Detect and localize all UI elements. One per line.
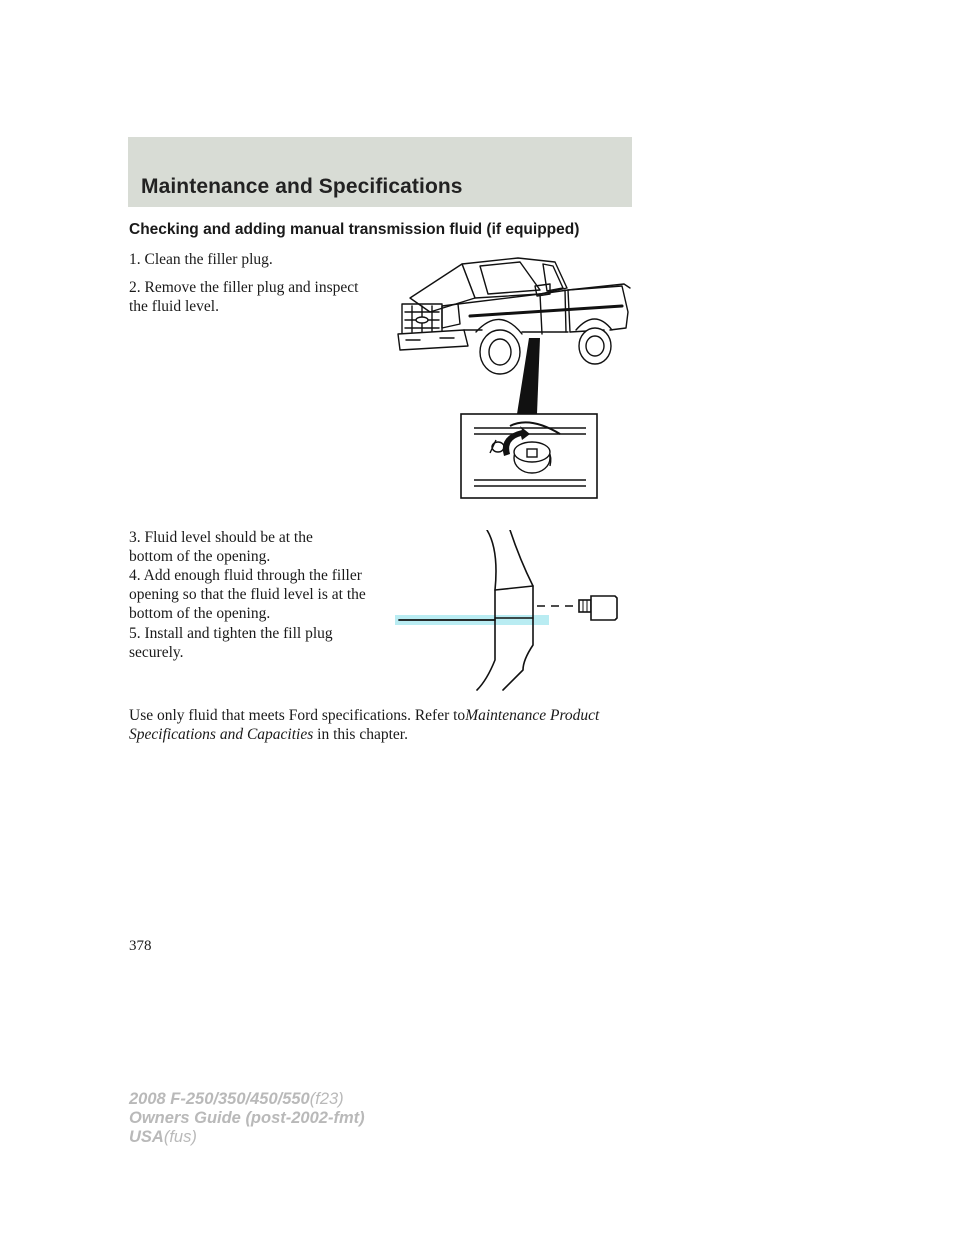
fluid-specification-note [129, 706, 619, 744]
truck-filler-plug-illustration [390, 250, 640, 502]
section-title: Maintenance and Specifications [141, 175, 463, 198]
step-2: 2. Remove the filler plug and inspect the fluid level. [129, 279, 359, 315]
document-footer [129, 1090, 365, 1147]
note-suffix: in this chapter. [317, 726, 408, 743]
header-band [128, 137, 632, 207]
note-text: Use only fluid that meets Ford specifications. Refer to [129, 707, 466, 724]
page-number: 378 [129, 938, 152, 954]
footer-market: USA [129, 1128, 164, 1146]
footer-model-code: (f23) [309, 1090, 344, 1108]
spec-reference: Maintenance Product Specifications and Capacities [129, 707, 600, 743]
footer-market-code: (fus) [163, 1128, 197, 1146]
footer-guide: Owners Guide (post-2002-fmt) [129, 1109, 365, 1127]
step-4: 4. Add enough fluid through the filler opening so that the fluid level is at the bottom of the opening. [129, 567, 366, 622]
footer-model: 2008 F-250/350/450/550 [129, 1090, 310, 1108]
procedure-heading: Checking and adding manual transmission fluid (if equipped) [129, 221, 580, 238]
fluid-level-plug-diagram [395, 530, 625, 695]
step-3: 3. Fluid level should be at the bottom of the opening. [129, 529, 313, 565]
step-1: 1. Clean the filler plug. [129, 251, 273, 268]
step-5: 5. Install and tighten the fill plug securely. [129, 625, 333, 661]
